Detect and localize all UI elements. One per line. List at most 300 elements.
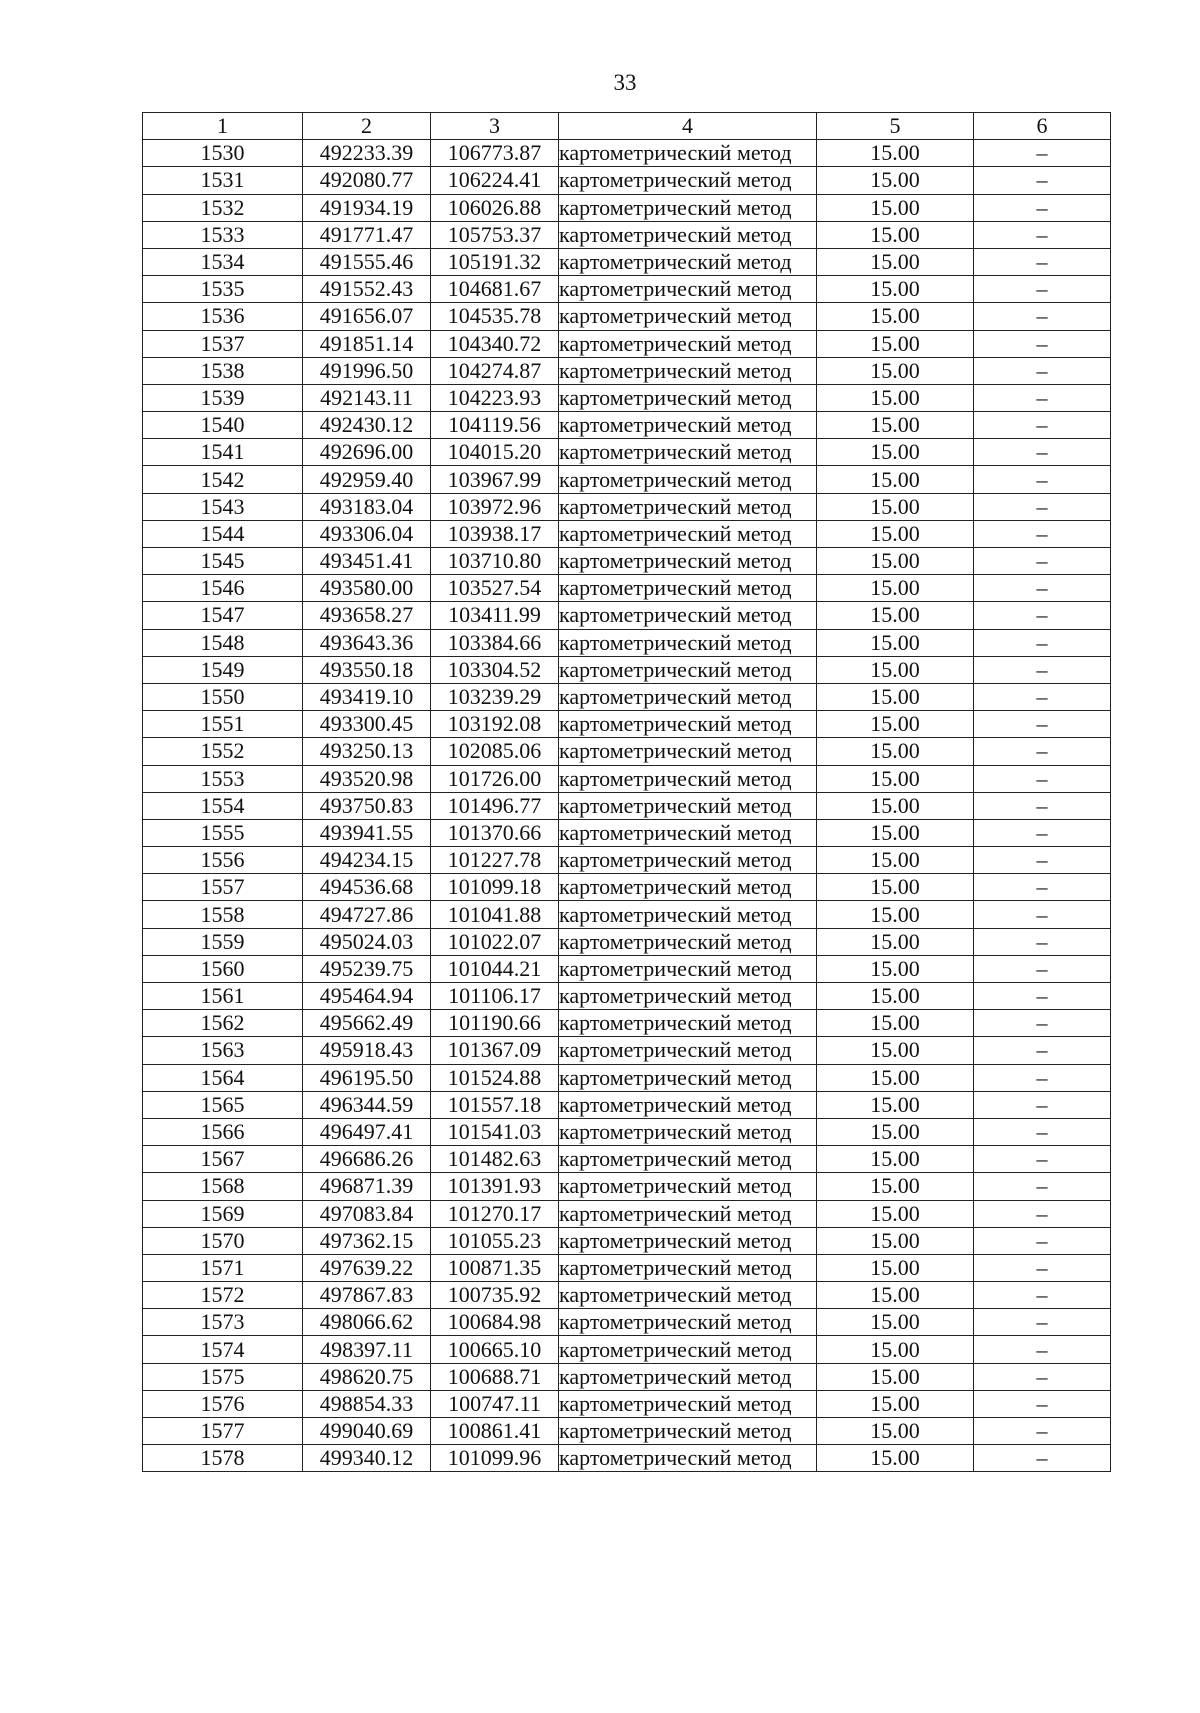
point-number-cell: 1534 [143, 248, 303, 275]
accuracy-cell: 15.00 [817, 439, 974, 466]
x-coordinate-cell: 499340.12 [303, 1445, 431, 1472]
method-cell: картометрический метод [559, 384, 817, 411]
method-cell: картометрический метод [559, 928, 817, 955]
x-coordinate-cell: 493250.13 [303, 738, 431, 765]
y-coordinate-cell: 101099.18 [431, 874, 559, 901]
note-cell: – [974, 575, 1111, 602]
y-coordinate-cell: 106773.87 [431, 140, 559, 167]
table-row [143, 167, 1111, 194]
x-coordinate-cell: 492696.00 [303, 439, 431, 466]
point-number-cell: 1539 [143, 384, 303, 411]
note-cell: – [974, 1282, 1111, 1309]
table-row [143, 357, 1111, 384]
table-row [143, 140, 1111, 167]
method-cell: картометрический метод [559, 955, 817, 982]
accuracy-cell: 15.00 [817, 955, 974, 982]
note-cell: – [974, 874, 1111, 901]
method-cell: картометрический метод [559, 412, 817, 439]
method-cell: картометрический метод [559, 711, 817, 738]
accuracy-cell: 15.00 [817, 792, 974, 819]
x-coordinate-cell: 491555.46 [303, 248, 431, 275]
method-cell: картометрический метод [559, 575, 817, 602]
accuracy-cell: 15.00 [817, 1336, 974, 1363]
x-coordinate-cell: 492233.39 [303, 140, 431, 167]
x-coordinate-cell: 496871.39 [303, 1173, 431, 1200]
note-cell: – [974, 1390, 1111, 1417]
note-cell: – [974, 629, 1111, 656]
accuracy-cell: 15.00 [817, 221, 974, 248]
y-coordinate-cell: 103938.17 [431, 520, 559, 547]
y-coordinate-cell: 101055.23 [431, 1227, 559, 1254]
x-coordinate-cell: 494727.86 [303, 901, 431, 928]
point-number-cell: 1537 [143, 330, 303, 357]
note-cell: – [974, 276, 1111, 303]
method-cell: картометрический метод [559, 1363, 817, 1390]
table-row [143, 221, 1111, 248]
y-coordinate-cell: 104535.78 [431, 303, 559, 330]
x-coordinate-cell: 494234.15 [303, 847, 431, 874]
point-number-cell: 1549 [143, 656, 303, 683]
accuracy-cell: 15.00 [817, 602, 974, 629]
table-row [143, 602, 1111, 629]
note-cell: – [974, 1309, 1111, 1336]
x-coordinate-cell: 493658.27 [303, 602, 431, 629]
table-row [143, 1010, 1111, 1037]
point-number-cell: 1568 [143, 1173, 303, 1200]
method-cell: картометрический метод [559, 1445, 817, 1472]
note-cell: – [974, 1445, 1111, 1472]
x-coordinate-cell: 493941.55 [303, 819, 431, 846]
x-coordinate-cell: 491771.47 [303, 221, 431, 248]
note-cell: – [974, 493, 1111, 520]
point-number-cell: 1562 [143, 1010, 303, 1037]
point-number-cell: 1574 [143, 1336, 303, 1363]
accuracy-cell: 15.00 [817, 656, 974, 683]
accuracy-cell: 15.00 [817, 575, 974, 602]
y-coordinate-cell: 101041.88 [431, 901, 559, 928]
x-coordinate-cell: 492080.77 [303, 167, 431, 194]
table-row [143, 330, 1111, 357]
accuracy-cell: 15.00 [817, 983, 974, 1010]
method-cell: картометрический метод [559, 602, 817, 629]
accuracy-cell: 15.00 [817, 248, 974, 275]
table-row [143, 412, 1111, 439]
table-row [143, 575, 1111, 602]
y-coordinate-cell: 101367.09 [431, 1037, 559, 1064]
note-cell: – [974, 1091, 1111, 1118]
table-row [143, 276, 1111, 303]
y-coordinate-cell: 104274.87 [431, 357, 559, 384]
method-cell: картометрический метод [559, 1146, 817, 1173]
table-row [143, 1227, 1111, 1254]
y-coordinate-cell: 101557.18 [431, 1091, 559, 1118]
accuracy-cell: 15.00 [817, 1227, 974, 1254]
accuracy-cell: 15.00 [817, 1254, 974, 1281]
table-row [143, 248, 1111, 275]
x-coordinate-cell: 495918.43 [303, 1037, 431, 1064]
method-cell: картометрический метод [559, 1309, 817, 1336]
note-cell: – [974, 1146, 1111, 1173]
x-coordinate-cell: 497362.15 [303, 1227, 431, 1254]
note-cell: – [974, 1254, 1111, 1281]
x-coordinate-cell: 493520.98 [303, 765, 431, 792]
point-number-cell: 1571 [143, 1254, 303, 1281]
accuracy-cell: 15.00 [817, 928, 974, 955]
x-coordinate-cell: 491552.43 [303, 276, 431, 303]
note-cell: – [974, 1200, 1111, 1227]
table-row [143, 1363, 1111, 1390]
x-coordinate-cell: 492430.12 [303, 412, 431, 439]
method-cell: картометрический метод [559, 493, 817, 520]
method-cell: картометрический метод [559, 1200, 817, 1227]
y-coordinate-cell: 101370.66 [431, 819, 559, 846]
x-coordinate-cell: 493451.41 [303, 548, 431, 575]
x-coordinate-cell: 497083.84 [303, 1200, 431, 1227]
x-coordinate-cell: 493300.45 [303, 711, 431, 738]
accuracy-cell: 15.00 [817, 683, 974, 710]
point-number-cell: 1559 [143, 928, 303, 955]
method-cell: картометрический метод [559, 1418, 817, 1445]
table-row [143, 1200, 1111, 1227]
y-coordinate-cell: 103239.29 [431, 683, 559, 710]
note-cell: – [974, 248, 1111, 275]
method-cell: картометрический метод [559, 194, 817, 221]
method-cell: картометрический метод [559, 847, 817, 874]
y-coordinate-cell: 100861.41 [431, 1418, 559, 1445]
point-number-cell: 1564 [143, 1064, 303, 1091]
table-row [143, 1336, 1111, 1363]
x-coordinate-cell: 493643.36 [303, 629, 431, 656]
accuracy-cell: 15.00 [817, 1118, 974, 1145]
table-row [143, 1173, 1111, 1200]
table-row [143, 303, 1111, 330]
point-number-cell: 1552 [143, 738, 303, 765]
table-row [143, 738, 1111, 765]
accuracy-cell: 15.00 [817, 1309, 974, 1336]
y-coordinate-cell: 101106.17 [431, 983, 559, 1010]
note-cell: – [974, 1037, 1111, 1064]
y-coordinate-cell: 103527.54 [431, 575, 559, 602]
point-number-cell: 1531 [143, 167, 303, 194]
table-row [143, 711, 1111, 738]
note-cell: – [974, 384, 1111, 411]
y-coordinate-cell: 104340.72 [431, 330, 559, 357]
y-coordinate-cell: 100688.71 [431, 1363, 559, 1390]
x-coordinate-cell: 499040.69 [303, 1418, 431, 1445]
table-row [143, 1282, 1111, 1309]
note-cell: – [974, 520, 1111, 547]
point-number-cell: 1533 [143, 221, 303, 248]
y-coordinate-cell: 103192.08 [431, 711, 559, 738]
x-coordinate-cell: 495662.49 [303, 1010, 431, 1037]
x-coordinate-cell: 491934.19 [303, 194, 431, 221]
y-coordinate-cell: 106026.88 [431, 194, 559, 221]
table-row [143, 1418, 1111, 1445]
method-cell: картометрический метод [559, 765, 817, 792]
point-number-cell: 1572 [143, 1282, 303, 1309]
accuracy-cell: 15.00 [817, 194, 974, 221]
accuracy-cell: 15.00 [817, 1064, 974, 1091]
accuracy-cell: 15.00 [817, 384, 974, 411]
x-coordinate-cell: 497867.83 [303, 1282, 431, 1309]
note-cell: – [974, 656, 1111, 683]
x-coordinate-cell: 496195.50 [303, 1064, 431, 1091]
method-cell: картометрический метод [559, 901, 817, 928]
note-cell: – [974, 1418, 1111, 1445]
point-number-cell: 1567 [143, 1146, 303, 1173]
page-number: 33 [613, 70, 637, 95]
note-cell: – [974, 303, 1111, 330]
y-coordinate-cell: 101190.66 [431, 1010, 559, 1037]
accuracy-cell: 15.00 [817, 738, 974, 765]
note-cell: – [974, 792, 1111, 819]
accuracy-cell: 15.00 [817, 1390, 974, 1417]
column-header-3: 3 [431, 113, 559, 140]
column-header-2: 2 [303, 113, 431, 140]
method-cell: картометрический метод [559, 1118, 817, 1145]
accuracy-cell: 15.00 [817, 1282, 974, 1309]
accuracy-cell: 15.00 [817, 357, 974, 384]
table-row [143, 683, 1111, 710]
method-cell: картометрический метод [559, 303, 817, 330]
x-coordinate-cell: 498066.62 [303, 1309, 431, 1336]
point-number-cell: 1569 [143, 1200, 303, 1227]
point-number-cell: 1547 [143, 602, 303, 629]
point-number-cell: 1554 [143, 792, 303, 819]
y-coordinate-cell: 101524.88 [431, 1064, 559, 1091]
accuracy-cell: 15.00 [817, 1363, 974, 1390]
table-row [143, 792, 1111, 819]
method-cell: картометрический метод [559, 1037, 817, 1064]
point-number-cell: 1563 [143, 1037, 303, 1064]
note-cell: – [974, 439, 1111, 466]
x-coordinate-cell: 497639.22 [303, 1254, 431, 1281]
note-cell: – [974, 221, 1111, 248]
method-cell: картометрический метод [559, 167, 817, 194]
point-number-cell: 1545 [143, 548, 303, 575]
point-number-cell: 1530 [143, 140, 303, 167]
note-cell: – [974, 1010, 1111, 1037]
method-cell: картометрический метод [559, 548, 817, 575]
note-cell: – [974, 466, 1111, 493]
point-number-cell: 1548 [143, 629, 303, 656]
table-body [143, 140, 1111, 1472]
note-cell: – [974, 140, 1111, 167]
point-number-cell: 1578 [143, 1445, 303, 1472]
note-cell: – [974, 901, 1111, 928]
x-coordinate-cell: 491656.07 [303, 303, 431, 330]
point-number-cell: 1553 [143, 765, 303, 792]
table-row [143, 629, 1111, 656]
y-coordinate-cell: 103710.80 [431, 548, 559, 575]
x-coordinate-cell: 496686.26 [303, 1146, 431, 1173]
table-row [143, 1309, 1111, 1336]
note-cell: – [974, 847, 1111, 874]
accuracy-cell: 15.00 [817, 819, 974, 846]
point-number-cell: 1557 [143, 874, 303, 901]
accuracy-cell: 15.00 [817, 1037, 974, 1064]
y-coordinate-cell: 104223.93 [431, 384, 559, 411]
accuracy-cell: 15.00 [817, 1418, 974, 1445]
x-coordinate-cell: 492959.40 [303, 466, 431, 493]
y-coordinate-cell: 100684.98 [431, 1309, 559, 1336]
y-coordinate-cell: 101022.07 [431, 928, 559, 955]
table-row [143, 1146, 1111, 1173]
y-coordinate-cell: 106224.41 [431, 167, 559, 194]
accuracy-cell: 15.00 [817, 1173, 974, 1200]
y-coordinate-cell: 101391.93 [431, 1173, 559, 1200]
note-cell: – [974, 167, 1111, 194]
y-coordinate-cell: 100871.35 [431, 1254, 559, 1281]
y-coordinate-cell: 101099.96 [431, 1445, 559, 1472]
point-number-cell: 1543 [143, 493, 303, 520]
accuracy-cell: 15.00 [817, 493, 974, 520]
y-coordinate-cell: 103384.66 [431, 629, 559, 656]
accuracy-cell: 15.00 [817, 874, 974, 901]
table-row [143, 493, 1111, 520]
accuracy-cell: 15.00 [817, 466, 974, 493]
table-row [143, 874, 1111, 901]
method-cell: картометрический метод [559, 656, 817, 683]
table-row [143, 439, 1111, 466]
table-row [143, 983, 1111, 1010]
x-coordinate-cell: 498854.33 [303, 1390, 431, 1417]
point-number-cell: 1544 [143, 520, 303, 547]
note-cell: – [974, 1064, 1111, 1091]
method-cell: картометрический метод [559, 629, 817, 656]
note-cell: – [974, 1336, 1111, 1363]
table-row [143, 901, 1111, 928]
accuracy-cell: 15.00 [817, 167, 974, 194]
x-coordinate-cell: 495464.94 [303, 983, 431, 1010]
x-coordinate-cell: 491851.14 [303, 330, 431, 357]
column-header-1: 1 [143, 113, 303, 140]
point-number-cell: 1540 [143, 412, 303, 439]
y-coordinate-cell: 104681.67 [431, 276, 559, 303]
accuracy-cell: 15.00 [817, 901, 974, 928]
y-coordinate-cell: 103411.99 [431, 602, 559, 629]
point-number-cell: 1566 [143, 1118, 303, 1145]
table-row [143, 819, 1111, 846]
method-cell: картометрический метод [559, 1336, 817, 1363]
point-number-cell: 1576 [143, 1390, 303, 1417]
point-number-cell: 1573 [143, 1309, 303, 1336]
table-row [143, 548, 1111, 575]
method-cell: картометрический метод [559, 1227, 817, 1254]
method-cell: картометрический метод [559, 276, 817, 303]
point-number-cell: 1558 [143, 901, 303, 928]
accuracy-cell: 15.00 [817, 1146, 974, 1173]
x-coordinate-cell: 496344.59 [303, 1091, 431, 1118]
point-number-cell: 1560 [143, 955, 303, 982]
method-cell: картометрический метод [559, 1064, 817, 1091]
note-cell: – [974, 1173, 1111, 1200]
accuracy-cell: 15.00 [817, 276, 974, 303]
note-cell: – [974, 602, 1111, 629]
note-cell: – [974, 357, 1111, 384]
accuracy-cell: 15.00 [817, 1445, 974, 1472]
note-cell: – [974, 330, 1111, 357]
method-cell: картометрический метод [559, 466, 817, 493]
accuracy-cell: 15.00 [817, 303, 974, 330]
x-coordinate-cell: 493306.04 [303, 520, 431, 547]
point-number-cell: 1577 [143, 1418, 303, 1445]
y-coordinate-cell: 101227.78 [431, 847, 559, 874]
method-cell: картометрический метод [559, 248, 817, 275]
point-number-cell: 1570 [143, 1227, 303, 1254]
point-number-cell: 1541 [143, 439, 303, 466]
accuracy-cell: 15.00 [817, 629, 974, 656]
note-cell: – [974, 928, 1111, 955]
x-coordinate-cell: 495024.03 [303, 928, 431, 955]
table-row [143, 1254, 1111, 1281]
accuracy-cell: 15.00 [817, 711, 974, 738]
point-number-cell: 1556 [143, 847, 303, 874]
x-coordinate-cell: 495239.75 [303, 955, 431, 982]
header-row [143, 113, 1111, 140]
y-coordinate-cell: 101044.21 [431, 955, 559, 982]
x-coordinate-cell: 493550.18 [303, 656, 431, 683]
table-row [143, 1445, 1111, 1472]
method-cell: картометрический метод [559, 140, 817, 167]
point-number-cell: 1546 [143, 575, 303, 602]
x-coordinate-cell: 493419.10 [303, 683, 431, 710]
accuracy-cell: 15.00 [817, 548, 974, 575]
accuracy-cell: 15.00 [817, 140, 974, 167]
method-cell: картометрический метод [559, 1282, 817, 1309]
note-cell: – [974, 983, 1111, 1010]
column-header-5: 5 [817, 113, 974, 140]
y-coordinate-cell: 103967.99 [431, 466, 559, 493]
note-cell: – [974, 683, 1111, 710]
accuracy-cell: 15.00 [817, 330, 974, 357]
x-coordinate-cell: 494536.68 [303, 874, 431, 901]
accuracy-cell: 15.00 [817, 765, 974, 792]
method-cell: картометрический метод [559, 1091, 817, 1118]
note-cell: – [974, 711, 1111, 738]
method-cell: картометрический метод [559, 330, 817, 357]
x-coordinate-cell: 496497.41 [303, 1118, 431, 1145]
note-cell: – [974, 765, 1111, 792]
accuracy-cell: 15.00 [817, 412, 974, 439]
table-row [143, 955, 1111, 982]
note-cell: – [974, 194, 1111, 221]
coordinates-table [142, 112, 1111, 1472]
y-coordinate-cell: 101726.00 [431, 765, 559, 792]
method-cell: картометрический метод [559, 1010, 817, 1037]
method-cell: картометрический метод [559, 439, 817, 466]
table-row [143, 384, 1111, 411]
note-cell: – [974, 1227, 1111, 1254]
accuracy-cell: 15.00 [817, 1010, 974, 1037]
table-row [143, 656, 1111, 683]
table-row [143, 1390, 1111, 1417]
column-header-6: 6 [974, 113, 1111, 140]
point-number-cell: 1551 [143, 711, 303, 738]
note-cell: – [974, 955, 1111, 982]
y-coordinate-cell: 101482.63 [431, 1146, 559, 1173]
note-cell: – [974, 1363, 1111, 1390]
accuracy-cell: 15.00 [817, 1200, 974, 1227]
note-cell: – [974, 738, 1111, 765]
table-row [143, 1118, 1111, 1145]
x-coordinate-cell: 498620.75 [303, 1363, 431, 1390]
point-number-cell: 1561 [143, 983, 303, 1010]
y-coordinate-cell: 102085.06 [431, 738, 559, 765]
point-number-cell: 1542 [143, 466, 303, 493]
x-coordinate-cell: 493750.83 [303, 792, 431, 819]
point-number-cell: 1555 [143, 819, 303, 846]
